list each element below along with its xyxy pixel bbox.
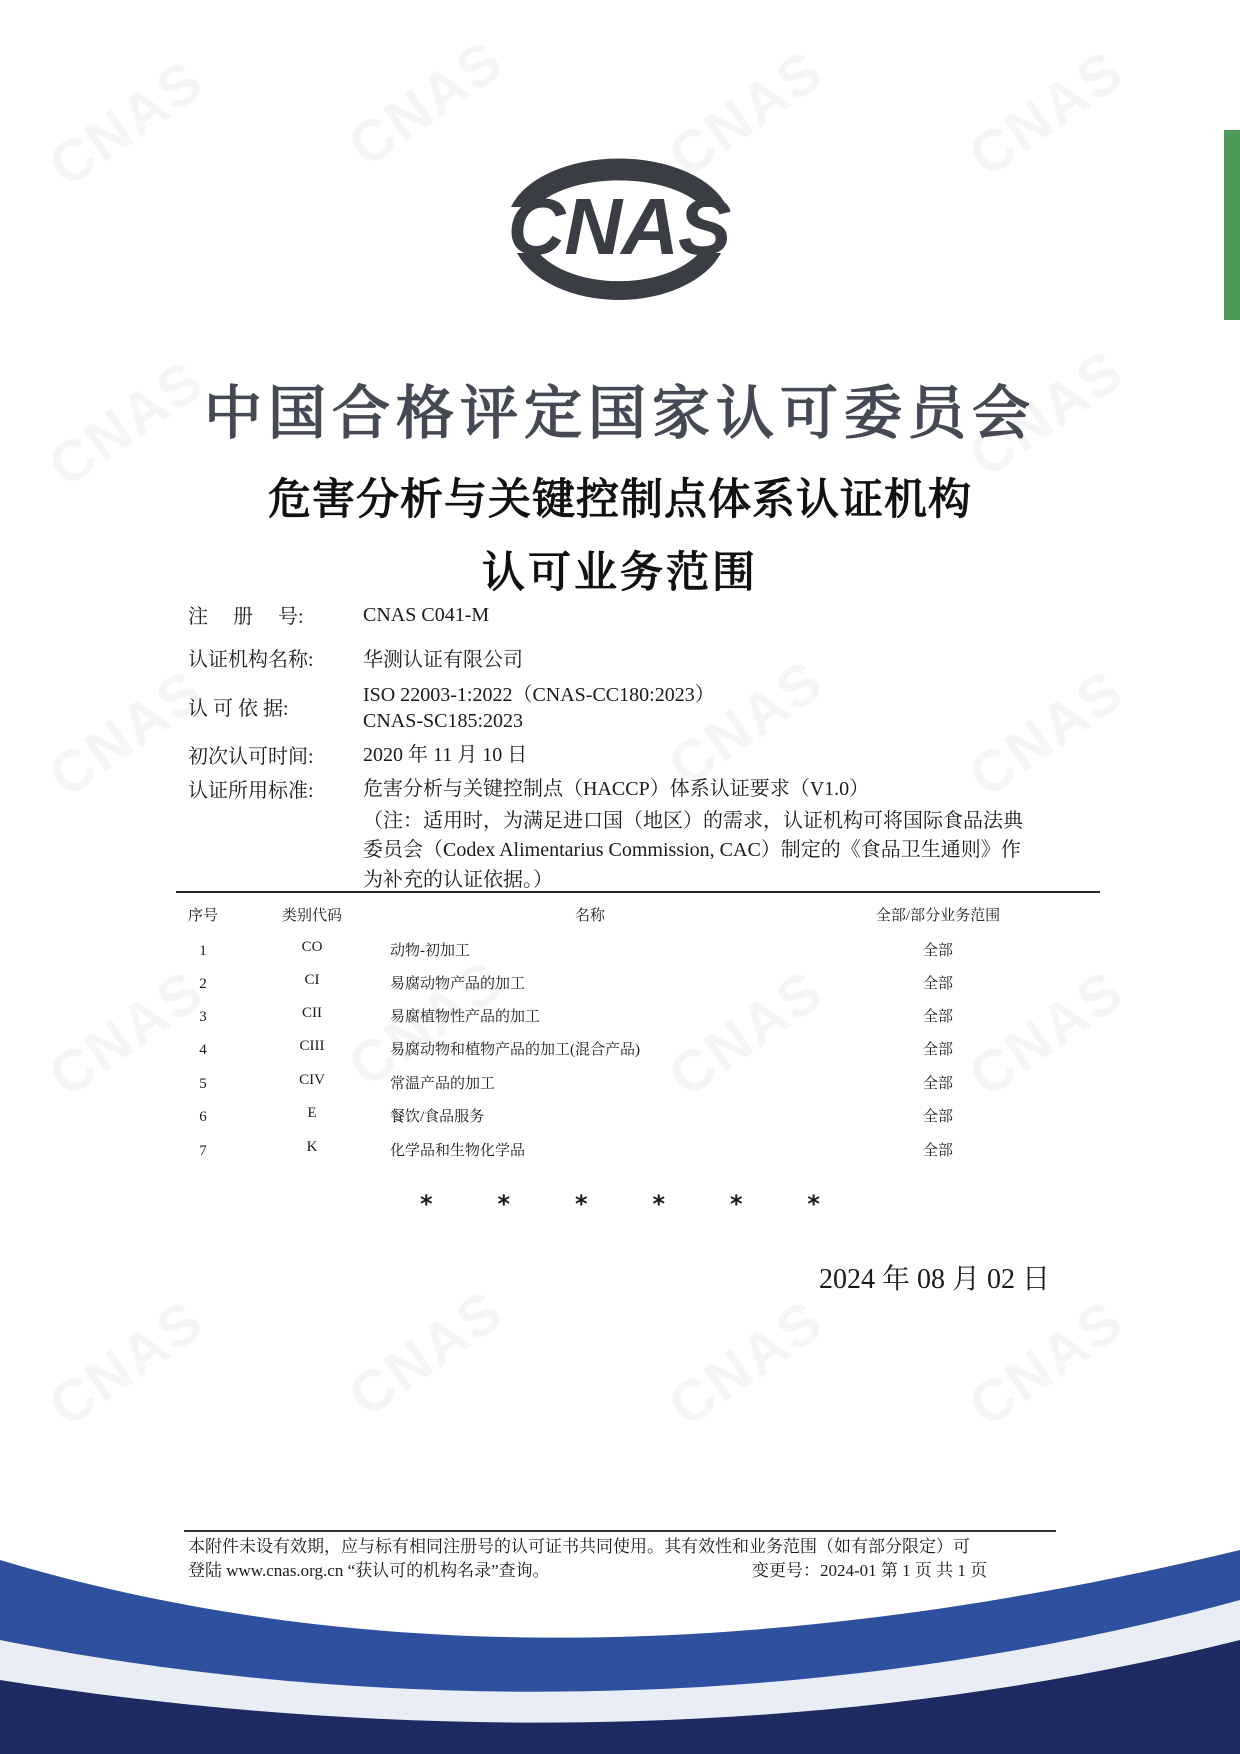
star-mark: * (729, 1190, 743, 1218)
organization-name: 中国合格评定国家认可委员会 (203, 379, 1036, 447)
footer-note-line1: 本附件未设有效期，应与标有相同注册号的认可证书共同使用。其有效性和业务范围（如有部分限定）可 (188, 1537, 970, 1556)
footer-note-line2: 登陆 www.cnas.org.cn “获认可的机构名录”查询。 (188, 1561, 550, 1580)
row-scope: 全部 (922, 1109, 953, 1125)
row-scope: 全部 (922, 1143, 953, 1159)
row-code: CI (304, 972, 320, 988)
row-name: 易腐动物和植物产品的加工(混合产品) (390, 1042, 640, 1058)
initial-date-value: 2020 年 11 月 10 日 (363, 744, 528, 766)
row-index: 2 (199, 976, 207, 992)
watermark (956, 1287, 1136, 1441)
green-edge-tab (1224, 130, 1240, 320)
standard-note-1: （注：适用时，为满足进口国（地区）的需求，认证机构可将国际食品法典 (363, 810, 1023, 832)
row-name: 动物-初加工 (390, 943, 470, 959)
row-code: CO (301, 939, 323, 955)
watermark (336, 1277, 516, 1431)
row-index: 1 (199, 943, 207, 959)
document-title-line2: 认可业务范围 (482, 548, 758, 598)
cnas-logo (493, 135, 745, 321)
body-name-label: 认证机构名称: (188, 649, 314, 671)
row-name: 常温产品的加工 (390, 1076, 496, 1092)
standard-note-2: 委员会（Codex Alimentarius Commission, CAC）制定的《食品卫生通则》作 (363, 839, 1021, 861)
row-code: CIII (299, 1038, 325, 1054)
watermark (956, 37, 1136, 191)
row-code: CIV (299, 1072, 325, 1088)
footer-rule (184, 1530, 1056, 1532)
footer-wave-background (0, 1530, 1240, 1754)
row-name: 化学品和生物化学品 (390, 1143, 526, 1159)
watermark (656, 957, 836, 1111)
accreditation-basis-label: 认 可 依 据: (188, 698, 289, 720)
footer-page-info: 变更号：2024-01 第 1 页 共 1 页 (752, 1561, 988, 1580)
row-name: 易腐植物性产品的加工 (390, 1009, 541, 1025)
header-index: 序号 (187, 908, 218, 924)
row-code: CII (302, 1005, 322, 1021)
accreditation-basis-value-2: CNAS-SC185:2023 (363, 710, 524, 732)
standard-label: 认证所用标准: (188, 780, 314, 802)
watermark (336, 27, 516, 181)
row-index: 4 (199, 1042, 207, 1058)
watermark (656, 1287, 836, 1441)
row-index: 5 (199, 1076, 207, 1092)
row-scope: 全部 (922, 976, 953, 992)
document-title-line1: 危害分析与关键控制点体系认证机构 (268, 475, 972, 525)
row-scope: 全部 (922, 1042, 953, 1058)
row-scope: 全部 (922, 1076, 953, 1092)
watermark (956, 657, 1136, 811)
star-mark: * (420, 1190, 433, 1218)
row-name: 餐饮/食品服务 (390, 1109, 485, 1125)
header-code: 类别代码 (281, 908, 342, 924)
header-scope: 全部/部分业务范围 (875, 908, 1001, 924)
star-mark: * (652, 1190, 666, 1218)
initial-date-label: 初次认可时间: (188, 746, 314, 768)
star-mark: * (807, 1190, 820, 1218)
row-name: 易腐动物产品的加工 (390, 976, 526, 992)
accreditation-basis-value-1: ISO 22003-1:2022（CNAS-CC180:2023） (363, 684, 715, 706)
watermark (36, 47, 216, 201)
cnas-logo-text: CNAS (507, 182, 731, 271)
row-index: 6 (199, 1109, 207, 1125)
row-scope: 全部 (922, 943, 953, 959)
row-index: 3 (199, 1009, 207, 1025)
star-mark: * (497, 1190, 511, 1218)
end-of-list-stars (420, 1190, 820, 1218)
header-name: 名称 (574, 908, 605, 924)
table-top-rule (176, 891, 1100, 893)
row-index: 7 (199, 1143, 207, 1159)
registration-value: CNAS C041-M (363, 604, 490, 626)
watermark (36, 1287, 216, 1441)
standard-note-3: 为补充的认证依据。） (363, 869, 553, 891)
row-scope: 全部 (922, 1009, 953, 1025)
row-code: E (307, 1105, 317, 1121)
star-mark: * (574, 1190, 588, 1218)
row-code: K (306, 1139, 318, 1155)
issue-date: 2024 年 08 月 02 日 (818, 1264, 1050, 1295)
standard-value-1: 危害分析与关键控制点（HACCP）体系认证要求（V1.0） (363, 778, 870, 800)
body-name-value: 华测认证有限公司 (363, 649, 523, 671)
registration-label: 注 册 号: (188, 606, 304, 628)
